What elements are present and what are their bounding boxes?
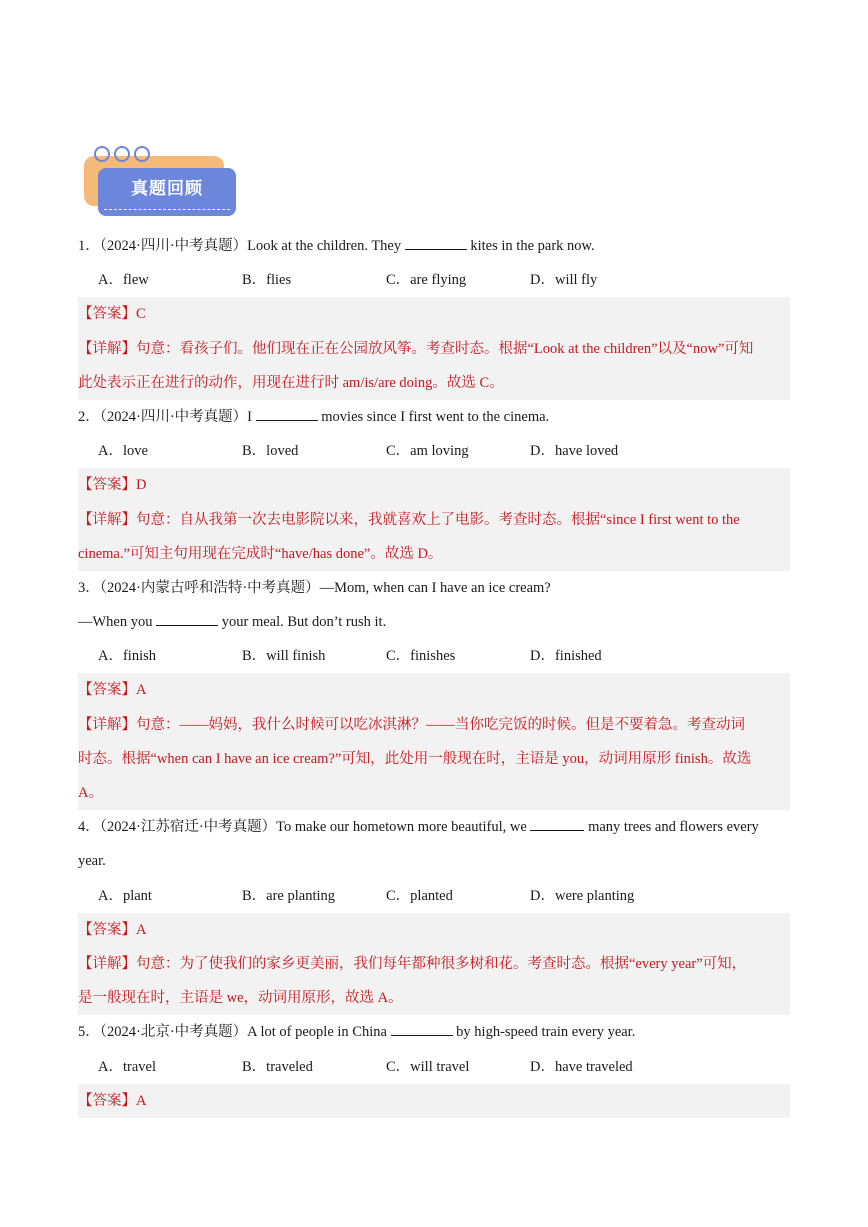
answer-line: 【答案】D: [78, 477, 147, 494]
question-3-solution: [78, 673, 790, 810]
option-b: B．traveled: [242, 1058, 313, 1075]
question-2-solution: [78, 468, 790, 571]
option-d: D．finished: [530, 648, 602, 665]
option-d: D．have traveled: [530, 1058, 633, 1075]
question-4-options: [78, 879, 790, 913]
option-a: A．plant: [98, 887, 152, 904]
answer-line: 【答案】A: [78, 921, 147, 938]
option-b: B．flies: [242, 272, 292, 289]
option-b: B．will finish: [242, 648, 326, 665]
explanation-line: 此处表示正在进行的动作，用现在进行时 am/is/are doing。故选 C。: [78, 374, 504, 391]
option-b: B．are planting: [242, 887, 336, 904]
option-c: C．finishes: [386, 648, 456, 665]
section-title: 真题回顾: [131, 179, 203, 199]
question-1-solution: [78, 297, 790, 400]
question-2-stem: 2．（2024·四川·中考真题）I movies since I first went to the cinema.: [78, 400, 790, 434]
option-d: D．have loved: [530, 443, 619, 460]
option-a: A．travel: [98, 1058, 156, 1075]
question-3-stem: 3．（2024·内蒙古呼和浩特·中考真题）—Mom, when can I have an ice cream?: [78, 579, 551, 596]
question-1-options: [78, 263, 790, 297]
option-c: C．are flying: [386, 272, 467, 289]
question-4-stem-line2: year.: [78, 853, 106, 870]
question-5-stem: 5．（2024·北京·中考真题）A lot of people in China by high-speed train every year.: [78, 1015, 790, 1049]
option-b: B．loved: [242, 443, 299, 460]
explanation-line: 是一般现在时，主语是 we，动词用原形，故选 A。: [78, 990, 403, 1007]
answer-blank: [405, 235, 467, 251]
explanation-line: 【详解】句意：看孩子们。他们现在正在公园放风筝。考查时态。根据“Look at the children”以及“now”可知: [78, 340, 754, 357]
answer-line: 【答案】C: [78, 306, 146, 323]
answer-line: 【答案】A: [78, 682, 147, 699]
question-2-options: [78, 434, 790, 468]
question-1-stem: 1．（2024·四川·中考真题）Look at the children. They kites in the park now.: [78, 229, 790, 263]
explanation-line: cinema.”可知主句用现在完成时“have/has done”。故选 D。: [78, 545, 443, 562]
option-c: C．am loving: [386, 443, 469, 460]
option-d: D．will fly: [530, 272, 598, 289]
binder-rings-icon: [94, 146, 150, 162]
explanation-line: 【详解】句意：——妈妈，我什么时候可以吃冰淇淋？——当你吃完饭的时候。但是不要着急。考查动词: [78, 716, 745, 733]
question-3-options: [78, 639, 790, 673]
answer-line: 【答案】A: [78, 1092, 147, 1109]
option-c: C．will travel: [386, 1058, 470, 1075]
option-c: C．planted: [386, 887, 453, 904]
explanation-line: 【详解】句意：自从我第一次去电影院以来，我就喜欢上了电影。考查时态。根据“since I first went to the: [78, 511, 740, 528]
explanation-line: A。: [78, 785, 103, 801]
question-5-options: [78, 1050, 790, 1084]
option-a: A．finish: [98, 648, 156, 665]
question-list: [78, 229, 790, 1118]
answer-blank: [156, 611, 218, 627]
option-a: A．flew: [98, 272, 149, 289]
answer-blank: [530, 816, 584, 832]
question-3-stem-line2: —When you your meal. But don’t rush it.: [78, 605, 790, 639]
option-d: D．were planting: [530, 887, 635, 904]
answer-blank: [391, 1021, 453, 1037]
explanation-line: 【详解】句意：为了使我们的家乡更美丽，我们每年都种很多树和花。考查时态。根据“every year”可知，: [78, 955, 747, 972]
question-4-solution: [78, 913, 790, 1016]
section-header-badge: [84, 146, 244, 222]
explanation-line: 时态。根据“when can I have an ice cream?”可知，此处用一般现在时，主语是 you，动词用原形 finish。故选: [78, 750, 752, 767]
answer-blank: [256, 405, 318, 421]
question-4-stem: 4．（2024·江苏宿迁·中考真题）To make our hometown more beautiful, we many trees and flowers every: [78, 810, 790, 844]
option-a: A．love: [98, 443, 148, 460]
question-5-solution: [78, 1084, 790, 1118]
